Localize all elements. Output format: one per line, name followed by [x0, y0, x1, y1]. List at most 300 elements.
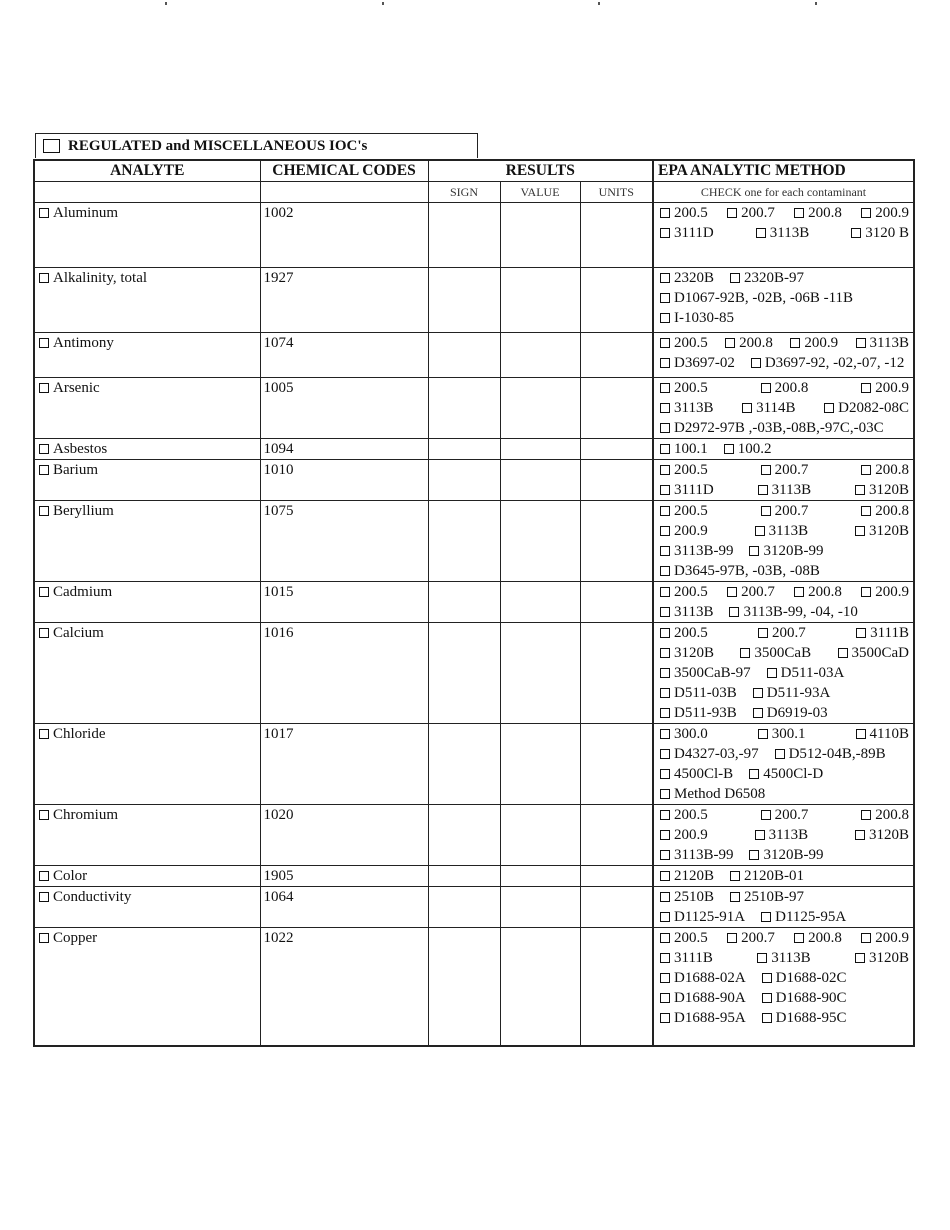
method-checkbox[interactable] — [761, 912, 771, 922]
method-option[interactable] — [660, 268, 714, 288]
sign-cell[interactable] — [428, 805, 500, 866]
method-line — [660, 968, 913, 988]
sign-cell[interactable] — [428, 460, 500, 501]
method-option[interactable] — [660, 744, 759, 764]
method-checkbox[interactable] — [727, 933, 737, 943]
method-checkbox[interactable] — [660, 485, 670, 495]
method-checkbox[interactable] — [861, 506, 871, 516]
units-cell[interactable] — [580, 439, 653, 460]
method-option[interactable] — [730, 887, 804, 907]
method-checkbox[interactable] — [725, 338, 735, 348]
method-label: 200.8 — [808, 205, 842, 221]
sign-cell[interactable] — [428, 203, 500, 268]
method-option[interactable] — [660, 521, 708, 541]
sign-cell[interactable] — [428, 501, 500, 582]
method-option[interactable] — [660, 724, 708, 744]
method-label: 200.7 — [774, 462, 809, 478]
method-label: 3111B — [674, 950, 713, 966]
analyte-checkbox[interactable] — [39, 587, 49, 597]
method-option[interactable] — [660, 418, 884, 438]
method-checkbox[interactable] — [660, 273, 670, 283]
method-label: 200.7 — [774, 503, 809, 519]
sign-cell[interactable] — [428, 887, 500, 928]
method-checkbox[interactable] — [660, 358, 670, 368]
units-cell[interactable] — [580, 928, 653, 1046]
table-row — [34, 623, 914, 724]
method-option[interactable] — [824, 398, 909, 418]
method-checkbox[interactable] — [861, 383, 871, 393]
method-label: 3500CaD — [851, 645, 909, 661]
method-option[interactable] — [660, 907, 745, 927]
method-option[interactable] — [660, 602, 713, 622]
method-label: D511-93B — [674, 705, 737, 721]
method-option[interactable] — [794, 203, 842, 223]
analyte-cell[interactable] — [34, 378, 260, 439]
method-checkbox[interactable] — [660, 526, 670, 536]
method-label: 200.7 — [772, 625, 806, 641]
method-checkbox[interactable] — [755, 830, 765, 840]
method-option[interactable] — [861, 203, 909, 223]
units-cell[interactable] — [580, 582, 653, 623]
analyte-cell[interactable] — [34, 501, 260, 582]
method-checkbox[interactable] — [761, 465, 771, 475]
chemical-code: 1074 — [260, 333, 428, 378]
method-option[interactable] — [749, 845, 823, 865]
value-cell[interactable] — [500, 724, 580, 805]
analyte-label: Conductivity — [53, 889, 132, 905]
method-option[interactable] — [660, 501, 708, 521]
method-checkbox[interactable] — [794, 208, 804, 218]
value-cell[interactable] — [500, 268, 580, 333]
units-cell[interactable] — [580, 623, 653, 724]
analyte-label: Color — [53, 868, 88, 884]
method-option[interactable] — [729, 602, 857, 622]
method-option[interactable] — [660, 223, 714, 243]
method-cell — [653, 623, 914, 724]
analyte-cell[interactable] — [34, 203, 260, 268]
method-option[interactable] — [660, 764, 733, 784]
method-checkbox[interactable] — [751, 358, 761, 368]
method-checkbox[interactable] — [758, 729, 768, 739]
method-option[interactable] — [758, 480, 811, 500]
method-option[interactable] — [660, 582, 708, 602]
value-cell[interactable] — [500, 501, 580, 582]
method-option[interactable] — [761, 805, 809, 825]
method-option[interactable] — [861, 378, 909, 398]
method-checkbox[interactable] — [660, 313, 670, 323]
method-checkbox[interactable] — [762, 1013, 772, 1023]
method-checkbox[interactable] — [660, 668, 670, 678]
method-label: 3111D — [674, 225, 714, 241]
analyte-checkbox[interactable] — [39, 892, 49, 902]
value-cell[interactable] — [500, 805, 580, 866]
method-option[interactable] — [762, 988, 847, 1008]
method-option[interactable] — [660, 988, 746, 1008]
value-cell[interactable] — [500, 378, 580, 439]
method-option[interactable] — [660, 825, 708, 845]
method-label: 200.7 — [774, 807, 809, 823]
method-line — [660, 683, 913, 703]
method-option[interactable] — [861, 805, 909, 825]
sign-cell[interactable] — [428, 333, 500, 378]
method-option[interactable] — [660, 845, 733, 865]
method-option[interactable] — [730, 268, 804, 288]
method-option[interactable] — [724, 439, 772, 459]
method-line — [660, 439, 913, 459]
method-checkbox[interactable] — [660, 973, 670, 983]
analyte-checkbox[interactable] — [39, 465, 49, 475]
chemical-code: 1020 — [260, 805, 428, 866]
sign-cell[interactable] — [428, 928, 500, 1046]
method-checkbox[interactable] — [660, 293, 670, 303]
method-checkbox[interactable] — [756, 228, 766, 238]
method-checkbox[interactable] — [855, 526, 865, 536]
method-option[interactable] — [660, 378, 708, 398]
method-checkbox[interactable] — [660, 850, 670, 860]
chemical-code: 1064 — [260, 887, 428, 928]
method-checkbox[interactable] — [757, 953, 767, 963]
sign-cell[interactable] — [428, 724, 500, 805]
analyte-checkbox[interactable] — [39, 506, 49, 516]
method-option[interactable] — [838, 643, 910, 663]
section-checkbox[interactable] — [43, 139, 60, 153]
method-option[interactable] — [740, 643, 811, 663]
method-checkbox[interactable] — [856, 729, 866, 739]
method-checkbox[interactable] — [660, 338, 670, 348]
method-checkbox[interactable] — [856, 628, 866, 638]
method-option[interactable] — [660, 353, 735, 373]
analyte-cell[interactable] — [34, 805, 260, 866]
method-option[interactable] — [660, 928, 708, 948]
method-checkbox[interactable] — [753, 688, 763, 698]
method-label: 200.5 — [674, 335, 708, 351]
method-option[interactable] — [761, 907, 846, 927]
method-line — [660, 333, 913, 353]
method-option[interactable] — [758, 724, 806, 744]
sign-cell[interactable] — [428, 866, 500, 887]
units-cell[interactable] — [580, 866, 653, 887]
method-checkbox[interactable] — [660, 423, 670, 433]
method-option[interactable] — [727, 582, 775, 602]
method-option[interactable] — [851, 223, 909, 243]
value-cell[interactable] — [500, 866, 580, 887]
method-checkbox[interactable] — [861, 587, 871, 597]
analyte-checkbox[interactable] — [39, 273, 49, 283]
value-cell[interactable] — [500, 460, 580, 501]
method-checkbox[interactable] — [660, 708, 670, 718]
method-option[interactable] — [660, 948, 713, 968]
method-checkbox[interactable] — [660, 465, 670, 475]
method-checkbox[interactable] — [856, 338, 866, 348]
method-option[interactable] — [761, 501, 809, 521]
value-cell[interactable] — [500, 582, 580, 623]
header-check-note: CHECK one for each contaminant — [653, 182, 914, 203]
value-cell[interactable] — [500, 928, 580, 1046]
method-option[interactable] — [660, 643, 714, 663]
method-checkbox[interactable] — [740, 648, 750, 658]
analyte-cell[interactable] — [34, 582, 260, 623]
method-checkbox[interactable] — [742, 403, 752, 413]
method-checkbox[interactable] — [749, 546, 759, 556]
method-option[interactable] — [660, 805, 708, 825]
method-checkbox[interactable] — [660, 587, 670, 597]
method-option[interactable] — [856, 623, 909, 643]
method-label: 3113B — [869, 335, 909, 351]
analyte-checkbox[interactable] — [39, 729, 49, 739]
sign-cell[interactable] — [428, 378, 500, 439]
method-option[interactable] — [758, 623, 806, 643]
method-label: D1688-90A — [674, 990, 746, 1006]
method-checkbox[interactable] — [730, 273, 740, 283]
method-option[interactable] — [861, 460, 909, 480]
method-checkbox[interactable] — [762, 993, 772, 1003]
method-checkbox[interactable] — [660, 871, 670, 881]
method-option[interactable] — [756, 223, 809, 243]
method-option[interactable] — [730, 866, 804, 886]
method-option[interactable] — [855, 480, 909, 500]
method-line — [660, 480, 913, 500]
chemical-code: 1075 — [260, 501, 428, 582]
method-checkbox[interactable] — [824, 403, 834, 413]
method-checkbox[interactable] — [660, 749, 670, 759]
method-option[interactable] — [790, 333, 838, 353]
method-option[interactable] — [861, 501, 909, 521]
method-checkbox[interactable] — [660, 830, 670, 840]
method-option[interactable] — [767, 663, 845, 683]
method-checkbox[interactable] — [794, 933, 804, 943]
method-option[interactable] — [660, 968, 746, 988]
method-checkbox[interactable] — [790, 338, 800, 348]
method-checkbox[interactable] — [660, 688, 670, 698]
analyte-checkbox[interactable] — [39, 933, 49, 943]
units-cell[interactable] — [580, 805, 653, 866]
method-checkbox[interactable] — [660, 789, 670, 799]
method-line — [660, 223, 913, 243]
method-option[interactable] — [727, 203, 775, 223]
method-option[interactable] — [660, 541, 733, 561]
method-line — [660, 866, 913, 886]
method-option[interactable] — [660, 308, 734, 328]
units-cell[interactable] — [580, 333, 653, 378]
sign-cell[interactable] — [428, 582, 500, 623]
method-checkbox[interactable] — [660, 648, 670, 658]
method-option[interactable] — [757, 948, 810, 968]
units-cell[interactable] — [580, 724, 653, 805]
method-option[interactable] — [660, 480, 714, 500]
method-option[interactable] — [660, 663, 751, 683]
method-option[interactable] — [856, 333, 909, 353]
method-option[interactable] — [660, 333, 708, 353]
method-checkbox[interactable] — [660, 892, 670, 902]
method-checkbox[interactable] — [761, 506, 771, 516]
units-cell[interactable] — [580, 268, 653, 333]
method-checkbox[interactable] — [724, 444, 734, 454]
method-option[interactable] — [660, 703, 737, 723]
analyte-cell[interactable] — [34, 333, 260, 378]
method-checkbox[interactable] — [767, 668, 777, 678]
analyte-checkbox[interactable] — [39, 338, 49, 348]
method-option[interactable] — [794, 928, 842, 948]
method-checkbox[interactable] — [749, 850, 759, 860]
method-checkbox[interactable] — [660, 993, 670, 1003]
method-option[interactable] — [762, 968, 847, 988]
method-option[interactable] — [660, 887, 714, 907]
analyte-checkbox[interactable] — [39, 208, 49, 218]
method-option[interactable] — [855, 948, 909, 968]
value-cell[interactable] — [500, 333, 580, 378]
analyte-cell[interactable] — [34, 623, 260, 724]
method-option[interactable] — [751, 353, 905, 373]
method-label: D1688-02A — [674, 970, 746, 986]
method-option[interactable] — [660, 398, 713, 418]
method-checkbox[interactable] — [727, 587, 737, 597]
method-option[interactable] — [660, 866, 714, 886]
method-line — [660, 378, 913, 398]
method-option[interactable] — [755, 825, 808, 845]
units-cell[interactable] — [580, 378, 653, 439]
method-option[interactable] — [861, 582, 909, 602]
method-option[interactable] — [753, 703, 828, 723]
method-option[interactable] — [742, 398, 795, 418]
method-option[interactable] — [660, 288, 853, 308]
method-option[interactable] — [794, 582, 842, 602]
method-checkbox[interactable] — [775, 749, 785, 759]
method-label: D1688-95A — [674, 1010, 746, 1026]
method-option[interactable] — [753, 683, 831, 703]
method-checkbox[interactable] — [755, 526, 765, 536]
method-checkbox[interactable] — [729, 607, 739, 617]
method-checkbox[interactable] — [761, 383, 771, 393]
method-checkbox[interactable] — [660, 607, 670, 617]
method-checkbox[interactable] — [762, 973, 772, 983]
analyte-cell[interactable] — [34, 439, 260, 460]
method-option[interactable] — [660, 460, 708, 480]
method-option[interactable] — [761, 460, 809, 480]
method-checkbox[interactable] — [861, 933, 871, 943]
analyte-cell[interactable] — [34, 268, 260, 333]
method-checkbox[interactable] — [861, 208, 871, 218]
method-checkbox[interactable] — [727, 208, 737, 218]
analyte-cell[interactable] — [34, 460, 260, 501]
method-checkbox[interactable] — [660, 769, 670, 779]
analyte-cell[interactable] — [34, 724, 260, 805]
method-checkbox[interactable] — [660, 546, 670, 556]
method-label: 200.8 — [808, 584, 842, 600]
method-checkbox[interactable] — [861, 465, 871, 475]
units-cell[interactable] — [580, 887, 653, 928]
method-label: 100.1 — [674, 441, 708, 457]
method-checkbox[interactable] — [660, 444, 670, 454]
method-label: 200.5 — [674, 380, 708, 396]
table-row — [34, 203, 914, 268]
method-checkbox[interactable] — [730, 892, 740, 902]
method-checkbox[interactable] — [660, 208, 670, 218]
method-checkbox[interactable] — [660, 403, 670, 413]
method-label: 200.8 — [739, 335, 773, 351]
method-option[interactable] — [660, 623, 708, 643]
units-cell[interactable] — [580, 501, 653, 582]
analyte-checkbox[interactable] — [39, 444, 49, 454]
method-checkbox[interactable] — [753, 708, 763, 718]
method-checkbox[interactable] — [855, 830, 865, 840]
method-option[interactable] — [660, 683, 737, 703]
method-checkbox[interactable] — [660, 810, 670, 820]
method-checkbox[interactable] — [660, 383, 670, 393]
method-checkbox[interactable] — [660, 953, 670, 963]
method-checkbox[interactable] — [730, 871, 740, 881]
analyte-checkbox[interactable] — [39, 628, 49, 638]
method-label: 3113B-99 — [674, 543, 734, 559]
method-option[interactable] — [660, 561, 820, 581]
method-checkbox[interactable] — [758, 628, 768, 638]
method-checkbox[interactable] — [861, 810, 871, 820]
method-checkbox[interactable] — [794, 587, 804, 597]
analyte-checkbox[interactable] — [39, 810, 49, 820]
analyte-checkbox[interactable] — [39, 383, 49, 393]
method-option[interactable] — [775, 744, 886, 764]
method-checkbox[interactable] — [851, 228, 861, 238]
method-option[interactable] — [660, 784, 765, 804]
method-option[interactable] — [761, 378, 809, 398]
method-option[interactable] — [660, 439, 708, 459]
method-option[interactable] — [727, 928, 775, 948]
method-option[interactable] — [725, 333, 773, 353]
method-option[interactable] — [660, 1008, 746, 1028]
value-cell[interactable] — [500, 439, 580, 460]
method-checkbox[interactable] — [660, 628, 670, 638]
method-checkbox[interactable] — [660, 933, 670, 943]
units-cell[interactable] — [580, 203, 653, 268]
method-checkbox[interactable] — [660, 912, 670, 922]
sign-cell[interactable] — [428, 439, 500, 460]
analyte-checkbox[interactable] — [39, 871, 49, 881]
value-cell[interactable] — [500, 887, 580, 928]
method-label: D511-93A — [766, 685, 831, 701]
analyte-cell[interactable] — [34, 866, 260, 887]
sign-cell[interactable] — [428, 268, 500, 333]
method-checkbox[interactable] — [761, 810, 771, 820]
method-checkbox[interactable] — [660, 566, 670, 576]
method-option[interactable] — [762, 1008, 847, 1028]
method-option[interactable] — [749, 541, 823, 561]
sign-cell[interactable] — [428, 623, 500, 724]
method-checkbox[interactable] — [855, 953, 865, 963]
method-checkbox[interactable] — [660, 506, 670, 516]
method-option[interactable] — [855, 825, 909, 845]
analyte-cell[interactable] — [34, 928, 260, 1046]
value-cell[interactable] — [500, 203, 580, 268]
method-option[interactable] — [755, 521, 808, 541]
method-option[interactable] — [855, 521, 909, 541]
method-option[interactable] — [856, 724, 909, 744]
method-checkbox[interactable] — [758, 485, 768, 495]
method-option[interactable] — [749, 764, 823, 784]
method-checkbox[interactable] — [660, 1013, 670, 1023]
method-checkbox[interactable] — [749, 769, 759, 779]
analyte-cell[interactable] — [34, 887, 260, 928]
method-option[interactable] — [660, 203, 708, 223]
method-option[interactable] — [861, 928, 909, 948]
method-checkbox[interactable] — [660, 729, 670, 739]
value-cell[interactable] — [500, 623, 580, 724]
method-checkbox[interactable] — [855, 485, 865, 495]
method-checkbox[interactable] — [660, 228, 670, 238]
method-cell — [653, 928, 914, 1046]
method-checkbox[interactable] — [838, 648, 848, 658]
method-label: 200.8 — [808, 930, 842, 946]
units-cell[interactable] — [580, 460, 653, 501]
method-label: 200.8 — [875, 462, 909, 478]
